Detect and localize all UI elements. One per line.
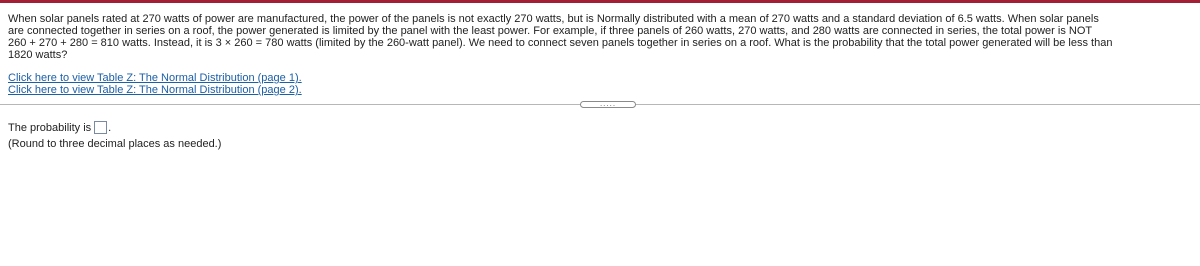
expand-button[interactable]: ..... (580, 101, 636, 108)
rounding-hint: (Round to three decimal places as needed.) (8, 138, 222, 150)
table-links (8, 72, 302, 96)
answer-suffix: . (108, 121, 112, 134)
question-text (8, 13, 1192, 61)
answer-input[interactable] (94, 121, 107, 134)
question-line: When solar panels rated at 270 watts of power are manufactured, the power of the panels is not exactly 270 watts, but is Normally distributed with a mean of 270 watts and a standard deviation of 6.5 watts. When solar panels (8, 13, 1099, 25)
top-accent-bar (0, 0, 1200, 3)
question-line: 1820 watts? (8, 49, 68, 61)
table-z-page2-link[interactable]: Click here to view Table Z: The Normal Distribution (page 2). (8, 84, 302, 96)
answer-section (8, 121, 221, 150)
question-line: 260 + 270 + 280 = 810 watts. Instead, it is 3 × 260 = 780 watts (limited by the 260-watt panel). We need to connect seven panels together in series on a roof. What is the probability that the total power generated will be less than (8, 37, 1113, 49)
table-z-page1-link[interactable]: Click here to view Table Z: The Normal Distribution (page 1). (8, 72, 302, 84)
question-line: are connected together in series on a roof, the power generated is limited by the panel with the least power. For example, if three panels of 260 watts, 270 watts, and 280 watts are connected in series, the total power is NOT (8, 25, 1093, 37)
answer-line (8, 121, 221, 134)
answer-prefix: The probability is (8, 121, 92, 134)
